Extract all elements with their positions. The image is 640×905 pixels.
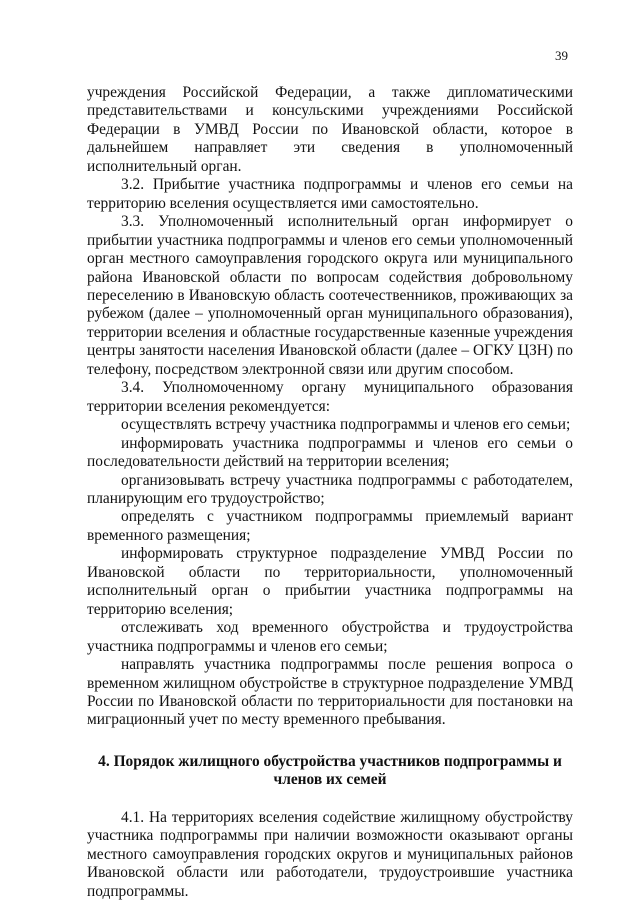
paragraph: учреждения Российской Федерации, а также дипломатическими представительствами и консульскими учреждениями Российской Федерации в УМВД России по Ивановской области, которое в дальнейшем направляет эти сведения в уполномоченный исполнительный орган. — [87, 84, 573, 175]
paragraph: 3.4. Уполномоченному органу муниципального образования территории вселения рекомендуется: — [87, 379, 573, 415]
paragraph: определять с участником подпрограммы приемлемый вариант временного размещения; — [87, 508, 573, 544]
paragraph: 3.3. Уполномоченный исполнительный орган информирует о прибытии участника подпрограммы и членов его семьи уполномоченный орган местного самоуправления городского округа или муниципального района Ивановской области по вопросам содействия добровольному переселению в Ивановскую область соотечественников, проживающих за рубежом (далее – уполномоченный орган муниципального образования), территории вселения и областные государственные казенные учреждения центры занятости населения Ивановской области (далее – ОГКУ ЦЗН) по телефону, посредством электронной связи или другим способом. — [87, 213, 573, 378]
section-title — [87, 753, 573, 789]
paragraph: 4.1. На территориях вселения содействие жилищному обустройству участника подпрограммы при наличии возможности оказывают органы местного самоуправления городских округов и муниципальных районов Ивановской области или работодатели, трудоустроившие участника подпрограммы. — [87, 808, 573, 900]
paragraph: 3.2. Прибытие участника подпрограммы и членов его семьи на территорию вселения осуществляется ими самостоятельно. — [87, 176, 573, 212]
paragraph: отслеживать ход временного обустройства и трудоустройства участника подпрограммы и членов его семьи; — [87, 619, 573, 655]
paragraph: информировать участника подпрограммы и членов его семьи о последовательности действий на территории вселения; — [87, 434, 573, 471]
section-title-line-2: членов их семей — [273, 770, 387, 788]
document-body — [87, 84, 573, 901]
paragraph: организовывать встречу участника подпрограммы с работодателем, планирующим его трудоустройство; — [87, 471, 573, 507]
paragraph: направлять участника подпрограммы после решения вопроса о временном жилищном обустройстве в структурное подразделение УМВД России по Ивановской области по территориальности для постановки на миграционный учет по месту временного пребывания. — [87, 656, 573, 729]
section-title-line-1: 4. Порядок жилищного обустройства участников подпрограммы и — [98, 752, 562, 770]
paragraph: информировать структурное подразделение УМВД России по Ивановской области по территориальности, уполномоченный исполнительный орган о прибытии участника подпрограммы на территорию вселения; — [87, 545, 573, 618]
paragraphs-before — [87, 84, 573, 730]
page-number: 39 — [555, 48, 568, 63]
paragraphs-after — [87, 809, 573, 901]
paragraph: осуществлять встречу участника подпрограммы и членов его семьи; — [121, 416, 571, 434]
